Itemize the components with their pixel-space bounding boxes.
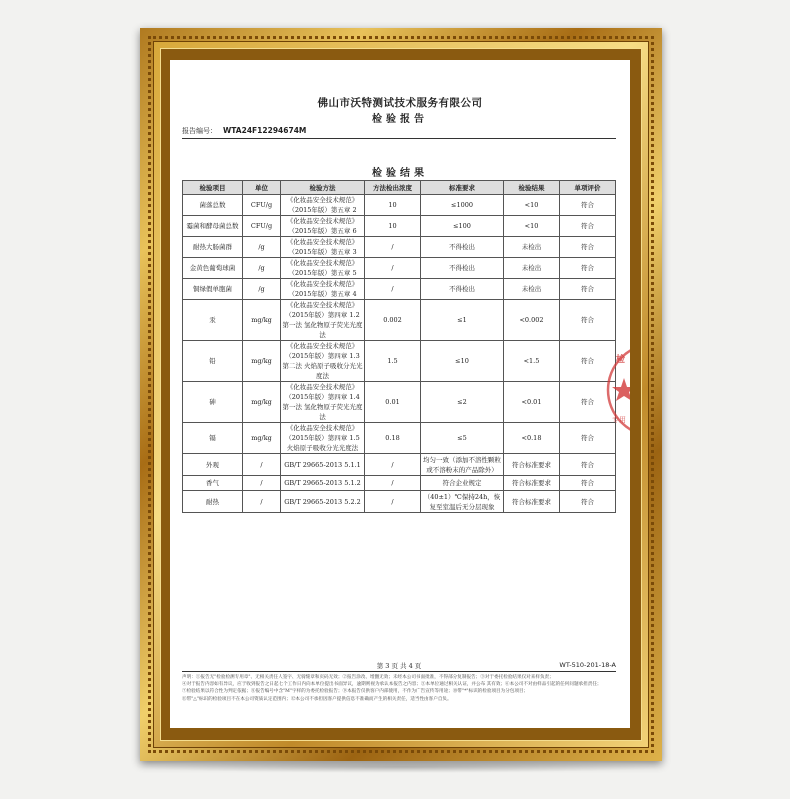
- table-row: [183, 300, 616, 341]
- cell-method: 《化妆品安全技术规范》（2015年版）第五章 5: [281, 258, 365, 279]
- cell-item: 耐热: [183, 491, 243, 513]
- cell-eval: 符合: [560, 382, 616, 423]
- cell-result: <1.5: [504, 341, 560, 382]
- report-number-label: 报告编号：: [182, 127, 217, 135]
- cell-item: 外观: [183, 454, 243, 476]
- table-row: [183, 341, 616, 382]
- table-row: [183, 491, 616, 513]
- cell-method: 《化妆品安全技术规范》（2015年版）第四章 1.3 第二法 火焰原子吸收分光光度法: [282, 342, 363, 380]
- cell-limit: 10: [365, 216, 421, 237]
- cell-req: 均匀一致（添加不溶性颗粒或不溶粉末的产品除外）: [421, 454, 504, 476]
- disclaimer-line: 声明：①报告无"检验检测专用章"、无相关责任人签字、无骑缝章和页码无效；②报告涂改、增删无效；未经本公司书面批准，不得部分复制报告；③对于委托检验结果仅对来样负责；: [182, 675, 554, 680]
- cell-result: 符合标准要求: [504, 491, 560, 513]
- company-name: 佛山市沃特测试技术服务有限公司: [317, 97, 483, 109]
- cell-method: GB/T 29665-2013 5.1.1: [281, 454, 365, 476]
- cell-eval: 符合: [560, 476, 616, 491]
- cell-req: 不得检出: [421, 237, 504, 258]
- cell-method: 《化妆品安全技术规范》（2015年版）第四章 1.5 火焰原子吸收分光光度法: [281, 423, 365, 454]
- cell-unit: /: [243, 476, 281, 491]
- cell-result: 未检出: [504, 258, 560, 279]
- cell-eval: 符合: [560, 300, 616, 341]
- disclaimer: [182, 674, 616, 703]
- cell-item: 菌落总数: [183, 195, 243, 216]
- cell-item: 霉菌和酵母菌总数: [183, 216, 243, 237]
- cell-unit: CFU/g: [243, 195, 281, 216]
- cell-method: 《化妆品安全技术规范》（2015年版）第五章 2: [281, 195, 365, 216]
- column-header: 检验项目: [183, 181, 243, 195]
- cell-unit: mg/kg: [243, 382, 281, 423]
- svg-text:检: 检: [616, 355, 626, 365]
- disclaimer-line: ④对于报告内容如有异议，应于收到报告之日起七个工作日内向本单位提出书面异议，逾期则视为承认本报告之内容；⑤本单位通过相关认证，并公布 其有效；⑥本公司不对由样品引起的任何问题承担责任；: [182, 682, 602, 688]
- cell-item: 香气: [183, 476, 243, 491]
- table-row: [183, 382, 616, 423]
- cell-unit: /g: [243, 258, 281, 279]
- cell-item: 金黄色葡萄球菌: [183, 258, 243, 279]
- cell-item: 砷: [183, 382, 243, 423]
- table-row: [183, 216, 616, 237]
- cell-limit: 0.18: [365, 423, 421, 454]
- report-number: [182, 126, 306, 136]
- report-page: [170, 60, 630, 728]
- cell-result: <0.01: [504, 382, 560, 423]
- cell-unit: /g: [243, 279, 281, 300]
- cell-req: ≤5: [421, 423, 504, 454]
- cell-limit: 10: [365, 195, 421, 216]
- results-title: 检验结果: [372, 168, 428, 179]
- cell-eval: 符合: [560, 341, 616, 382]
- disclaimer-line: ⑦检验结果以符合性为判定依据；⑧报告编号中含"M"字样的为委托检验报告；⑨本报告仅供客户内部使用，不作为广告宣传等用途；⑩带"*"标识的检验项目为分包项目；: [182, 689, 529, 695]
- cell-req: ≤1000: [421, 195, 504, 216]
- cell-limit: 0.01: [365, 382, 421, 423]
- page-number: 第 3 页 共 4 页: [376, 662, 422, 670]
- table-row: [183, 454, 616, 476]
- cell-method: GB/T 29665-2013 5.1.2: [281, 476, 365, 491]
- report-title: 检验报告: [372, 114, 428, 125]
- cell-limit: 0.002: [365, 300, 421, 341]
- cell-unit: /: [243, 454, 281, 476]
- cell-method: 《化妆品安全技术规范》（2015年版）第五章 4: [281, 279, 365, 300]
- cell-unit: mg/kg: [243, 423, 281, 454]
- cell-method: GB/T 29665-2013 5.2.2: [281, 491, 365, 513]
- results-table: [182, 180, 616, 513]
- svg-text:专用: 专用: [612, 416, 626, 424]
- cell-result: 未检出: [504, 279, 560, 300]
- red-seal-stamp: [602, 330, 630, 450]
- cell-limit: /: [365, 476, 421, 491]
- cell-eval: 符合: [560, 195, 616, 216]
- cell-item: 铜绿假单胞菌: [183, 279, 243, 300]
- cell-req: ≤2: [421, 382, 504, 423]
- disclaimer-line: ⑪带"△"标识的检验项目不在本公司资质认定范围内；⑫本公司不承担因客户提供信息不准确而产生的相关责任，适当性由客户自负。: [182, 696, 452, 702]
- document-number: WT-510-201-18-A: [559, 661, 616, 669]
- column-header: 检验结果: [504, 181, 560, 195]
- column-header: 单项评价: [560, 181, 616, 195]
- cell-limit: /: [365, 454, 421, 476]
- cell-req: 不得检出: [421, 258, 504, 279]
- column-header: 单位: [243, 181, 281, 195]
- cell-eval: 符合: [560, 279, 616, 300]
- cell-limit: 1.5: [365, 341, 421, 382]
- table-row: [183, 423, 616, 454]
- cell-limit: /: [365, 491, 421, 513]
- column-header: 方法检出浓度: [365, 181, 421, 195]
- cell-req: （40±1）℃保持24h，恢复至室温后无分层现象: [421, 491, 504, 513]
- cell-req: ≤1: [421, 300, 504, 341]
- report-number-value: WTA24F12294674M: [223, 126, 307, 135]
- table-row: [183, 237, 616, 258]
- table-header-row: [183, 181, 616, 195]
- cell-eval: 符合: [560, 454, 616, 476]
- cell-method: 《化妆品安全技术规范》（2015年版）第五章 3: [281, 237, 365, 258]
- cell-unit: CFU/g: [243, 216, 281, 237]
- cell-req: ≤10: [421, 341, 504, 382]
- cell-eval: 符合: [560, 491, 616, 513]
- table-row: [183, 195, 616, 216]
- cell-item: 汞: [183, 300, 243, 341]
- cell-result: 符合标准要求: [504, 454, 560, 476]
- cell-item: 铅: [183, 341, 243, 382]
- cell-item: 镉: [183, 423, 243, 454]
- cell-unit: mg/kg: [243, 341, 281, 382]
- cell-eval: 符合: [560, 237, 616, 258]
- cell-eval: 符合: [560, 258, 616, 279]
- cell-result: <0.18: [504, 423, 560, 454]
- cell-unit: /: [243, 491, 281, 513]
- cell-limit: /: [365, 237, 421, 258]
- cell-limit: /: [365, 279, 421, 300]
- cell-result: <10: [504, 195, 560, 216]
- cell-req: 不得检出: [421, 279, 504, 300]
- cell-item: 耐热大肠菌群: [183, 237, 243, 258]
- cell-unit: mg/kg: [243, 300, 281, 341]
- cell-result: 符合标准要求: [504, 476, 560, 491]
- cell-result: <10: [504, 216, 560, 237]
- cell-limit: /: [365, 258, 421, 279]
- cell-unit: /g: [243, 237, 281, 258]
- cell-method: 《化妆品安全技术规范》（2015年版）第四章 1.4 第一法 氢化物原子荧光光度法: [282, 383, 363, 421]
- page-footer-line: [182, 661, 616, 672]
- cell-eval: 符合: [560, 216, 616, 237]
- column-header: 标准要求: [421, 181, 504, 195]
- header-divider: [182, 138, 616, 139]
- table-row: [183, 476, 616, 491]
- cell-method: 《化妆品安全技术规范》（2015年版）第五章 6: [281, 216, 365, 237]
- column-header: 检验方法: [281, 181, 365, 195]
- cell-result: <0.002: [504, 300, 560, 341]
- cell-method: 《化妆品安全技术规范》（2015年版）第四章 1.2 第一法 氢化物原子荧光光度法: [282, 301, 363, 339]
- cell-req: ≤100: [421, 216, 504, 237]
- cell-eval: 符合: [560, 423, 616, 454]
- table-row: [183, 279, 616, 300]
- frame-shadow: [130, 761, 670, 773]
- table-row: [183, 258, 616, 279]
- cell-result: 未检出: [504, 237, 560, 258]
- cell-req: 符合企业规定: [421, 476, 504, 491]
